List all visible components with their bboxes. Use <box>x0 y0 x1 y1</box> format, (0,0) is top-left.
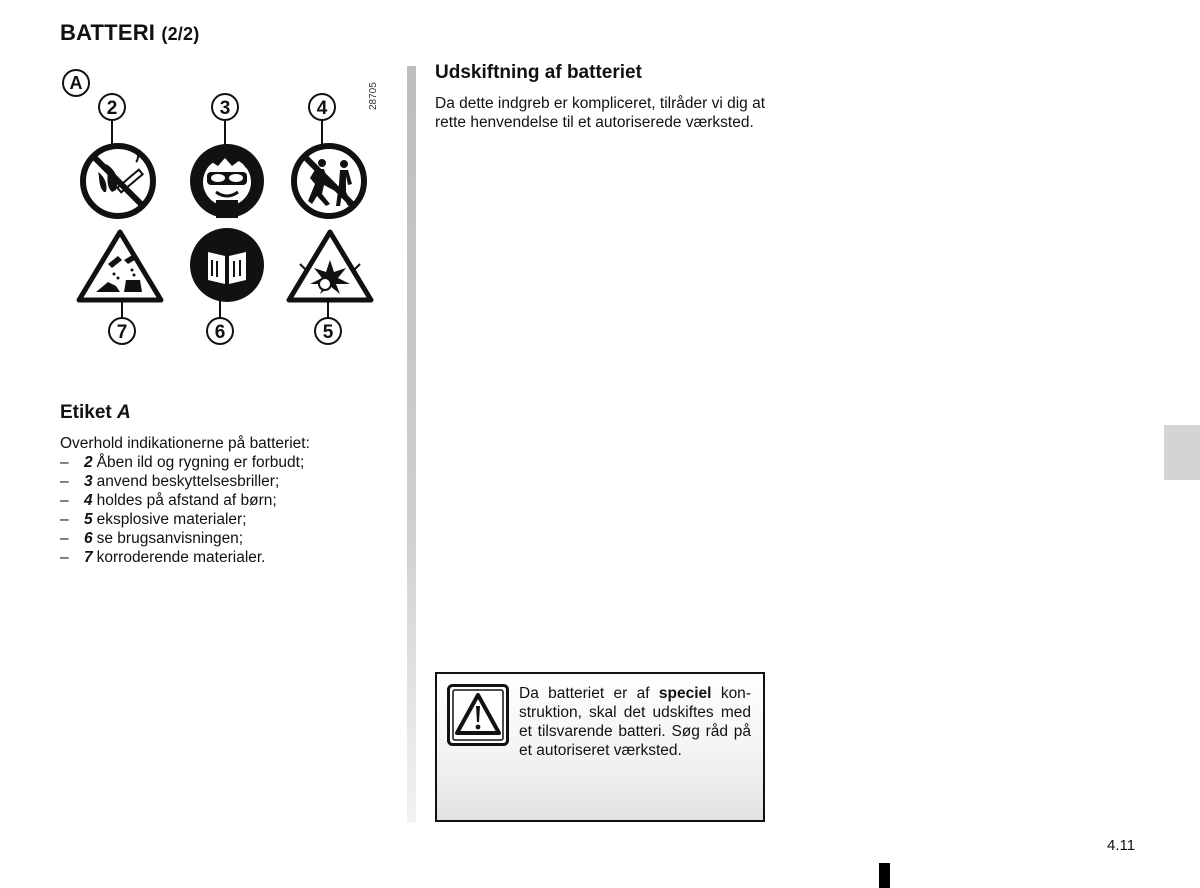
section-title-prefix: Etiket <box>60 402 118 423</box>
svg-text:4: 4 <box>316 98 328 119</box>
list-dash: – <box>60 473 69 490</box>
no-fire-smoking-icon <box>83 146 153 216</box>
warning-text-end: konstruktion, skal det udskiftes med et tilsvarende batteri. Søg råd på et autoriseret værksted. <box>519 685 751 759</box>
callout-3 <box>212 94 238 120</box>
list-item <box>60 472 304 491</box>
replacement-body: Da dette indgreb er kompliceret, tilråder vi dig at rette henvendelse til et autoriserede værksted. <box>435 95 765 131</box>
svg-text:A: A <box>69 73 83 93</box>
battery-label-figure <box>60 64 400 354</box>
section-title-label-a <box>60 402 131 424</box>
list-number: 5 <box>84 511 93 528</box>
list-dash: – <box>60 511 69 528</box>
section-title-label: A <box>117 402 131 423</box>
list-number: 4 <box>84 492 93 509</box>
svg-text:2: 2 <box>106 98 118 119</box>
list-item <box>60 529 304 548</box>
corrosive-icon <box>79 232 161 300</box>
keep-children-away-icon <box>294 146 364 216</box>
chapter-tab <box>1164 425 1200 480</box>
callout-2 <box>99 94 125 120</box>
list-number: 3 <box>84 473 93 490</box>
page-title-text: BATTERI <box>60 20 156 45</box>
list-item <box>60 510 304 529</box>
callout-5 <box>315 318 341 344</box>
list-dash: – <box>60 492 69 509</box>
goggles-icon <box>190 144 264 218</box>
list-text: eksplosive materialer; <box>96 511 247 528</box>
svg-text:3: 3 <box>219 98 231 119</box>
list-text: korroderende materialer. <box>96 549 266 566</box>
page-number: 4.11 <box>1107 837 1136 854</box>
page-title-suffix: (2/2) <box>161 24 200 44</box>
list-number: 6 <box>84 530 93 547</box>
list-dash: – <box>60 549 69 566</box>
warning-text-start: Da batteriet er af <box>519 685 659 702</box>
warning-box <box>435 672 765 822</box>
replacement-title: Udskiftning af batteriet <box>435 62 642 83</box>
list-dash: – <box>60 530 69 547</box>
list-number: 7 <box>84 549 93 566</box>
callout-7 <box>109 318 135 344</box>
callout-6 <box>207 318 233 344</box>
list-text: se brugsanvisningen; <box>96 530 244 547</box>
list-number: 2 <box>84 454 93 471</box>
list-text: Åben ild og rygning er forbudt; <box>96 454 305 471</box>
list-dash: – <box>60 454 69 471</box>
list-text: anvend beskyttelsesbriller; <box>96 473 280 490</box>
intro-text: Overhold indikationerne på batteriet: <box>60 435 310 452</box>
list-text: holdes på afstand af børn; <box>96 492 277 509</box>
svg-text:5: 5 <box>322 322 334 343</box>
list-item <box>60 491 304 510</box>
svg-text:7: 7 <box>116 322 128 343</box>
svg-text:6: 6 <box>214 322 226 343</box>
column-separator <box>407 66 416 822</box>
battery-label-diagram <box>60 64 400 354</box>
page-title <box>60 20 199 46</box>
list-item <box>60 453 304 472</box>
list-item <box>60 548 304 567</box>
crop-mark <box>879 863 890 888</box>
warning-triangle-icon <box>447 684 509 746</box>
warning-text-bold: speciel <box>658 685 712 702</box>
explosive-icon <box>289 232 371 300</box>
figure-label-a <box>63 70 89 96</box>
label-list <box>60 453 304 567</box>
warning-text <box>519 684 751 760</box>
read-manual-icon <box>190 228 264 302</box>
figure-code: 28705 <box>368 82 379 110</box>
callout-4 <box>309 94 335 120</box>
